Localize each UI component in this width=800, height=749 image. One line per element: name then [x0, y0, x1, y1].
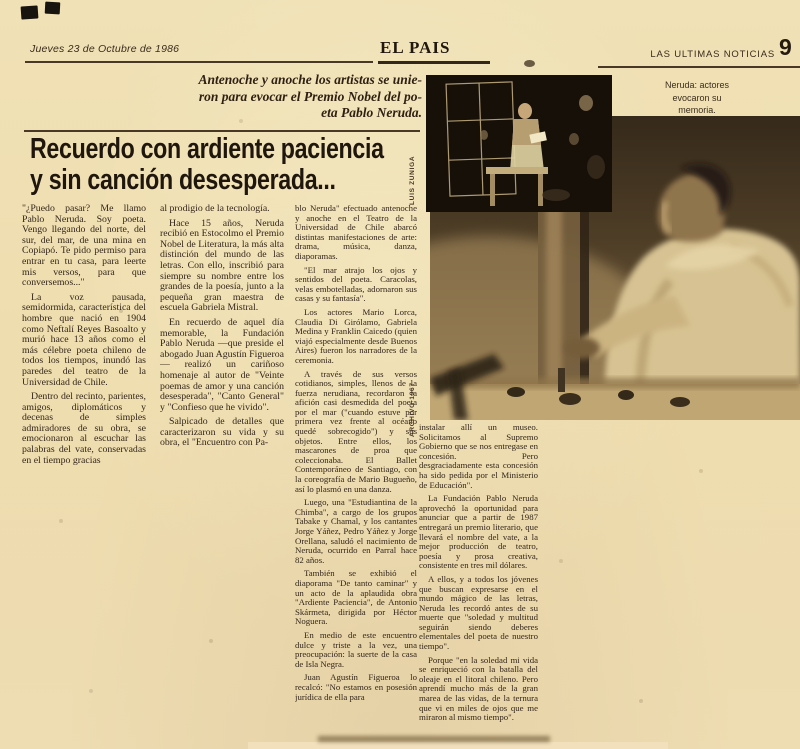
torn-paper-mark [21, 5, 39, 19]
headline-line: Recuerdo con ardiente paciencia [30, 133, 384, 165]
article-paragraph: Juan Agustín Figueroa lo recalcó: "No estamos en posesión jurídica de ella para [295, 672, 417, 702]
article-paragraph: La Fundación Pablo Neruda aprovechó la oportunidad para anunciar que a partir de 1987 entregará un premio literario, que llevará el nombre del vate, a la mejor producción de teatro, poesía y prosa creativa, consistente en tres mil dólares. [419, 493, 538, 571]
deck-line: Antenoche y anoche los artistas se unie- [198, 72, 422, 87]
article-paragraph: La voz pausada, semidormida, característica del hombre que nació en 1904 como Neftalí Reyes Basoalto y murió hace 13 años como el más célebre poeta chileno de todos los tiempos, inundó las paredes del teatro de la Universidad de Chile. [22, 291, 146, 388]
article-column-2 [160, 204, 284, 472]
article-deck [140, 72, 422, 122]
torn-paper-mark [45, 2, 61, 15]
clipping-bottom-edge [248, 742, 668, 749]
masthead-rule-left [25, 61, 373, 63]
masthead-rule-center [378, 61, 490, 64]
article-paragraph: A través de sus versos cotidianos, simples, llenos de la fuerza nerudiana, recordaron la afición casi desmedida del poeta por el mar ("cuando estuve por primera vez frente al océano quedé sobrecogido") y sus objetos. Entre ellos, los mascarones de proa que coleccionaba. El Ballet Contemporáneo de Santiago, con la coreografía de Mario Bugueño, así lo plasmó en una danza. [295, 368, 417, 494]
article-paragraph: En medio de este encuentro dulce y triste a la vez, una preocupación: la suerte de la casa de Isla Negra. [295, 629, 417, 669]
article-paragraph: "El mar atrajo los ojos y sentidos del poeta. Caracolas, velas embotelladas, adornaron sus casas y su fantasía". [295, 264, 417, 304]
article-paragraph: Salpicado de detalles que caracterizaron su vida y su obra, el "Encuentro con Pa- [160, 416, 284, 449]
masthead-page-number: 9 [779, 34, 792, 60]
article-paragraph: Los actores Mario Lorca, Claudia Di Girólamo, Gabriela Medina y Franklin Caicedo (quien viajó especialmente desde Buenos Aires) fueron los narradores de la ceremonia. [295, 306, 417, 365]
article-headline [30, 134, 472, 195]
photo-caption-line: Neruda: actores [664, 80, 730, 90]
article-paragraph: Hace 15 años, Neruda recibió en Estocolmo el Premio Nobel de Literatura, la más alta distinción del mundo de las letras. Con ello, inscribió para siempre su nombre entre los grandes de la poesía, junto a la pequeña gran maestra de escuela Gabriela Mistral. [160, 217, 284, 314]
clipping-shadow [318, 736, 550, 742]
photo-caption [620, 79, 774, 117]
headline-rule [24, 130, 420, 132]
article-column-3 [295, 204, 417, 738]
article-paragraph: blo Neruda" efectuado antenoche y anoche en el Teatro de la Universidad de Chile abarcó distintas manifestaciones de arte: drama, música, danza, diaporamas. [295, 204, 417, 261]
masthead-paper-title: EL PAIS [380, 38, 451, 57]
deck-line: ron para evocar el Premio Nobel del po- [198, 88, 422, 104]
masthead-date: Jueves 23 de Octubre de 1986 [30, 43, 180, 55]
scan-noise [0, 0, 2, 2]
article-paragraph: También se exhibió el diaporama "De tanto caminar" y un acto de la aplaudida obra "Ardiente Paciencia", de Antonio Skármeta, dirigida por Héctor Noguera. [295, 568, 417, 627]
article-paragraph: A ellos, y a todos los jóvenes que buscan expresarse en el mundo mágico de las letras, Neruda les recordó antes de su muerte que "soledad y multitud seguirán siendo deberes elementales del poeta de nuestro tiempo". [419, 573, 538, 652]
deck-line: eta Pablo Neruda. [321, 105, 422, 120]
photo-caption-line: evocaron su [672, 92, 722, 103]
ink-speck [524, 60, 535, 67]
article-paragraph: Porque "en la soledad mi vida se enriqueció con la batalla del oleaje en el litoral chileno. Pero aprendí mucho más de la gran marea de las vidas, de la ternura que vi en miles de ojos que me miraron al mismo tiempo". [419, 654, 538, 723]
article-paragraph: Luego, una "Estudiantina de la Chimba", a cargo de los grupos Tabake y Chamal, y los cantantes Jorge Yáñez, Pedro Yáñez y Jorge Orellana, saludó el nacimiento de Neruda, ocurrido en Parral hace 82 años. [295, 497, 417, 565]
masthead-rule-right [598, 66, 800, 68]
masthead-edition: LAS ULTIMAS NOTICIAS [650, 49, 775, 60]
archive-note: ARCHIVO 1967 [409, 382, 416, 437]
article-paragraph: "¿Puedo pasar? Me llamo Pablo Neruda. Soy poeta. Vengo llegando del norte, del sur, del mar, de una mina en Copiapó. Te pido permiso para entrar en tu casa, para leerte mis versos, para que conversemos..." [22, 204, 146, 289]
headline-line: y sin canción desesperada... [30, 163, 336, 196]
article-paragraph: Dentro del recinto, parientes, amigos, diplomáticos y decenas de simples admiradores de su obra, se emocionaron al escuchar las palabras del vate, conservadas en el tiempo gracias [22, 391, 146, 466]
article-column-4 [419, 423, 538, 739]
article-paragraph: instalar allí un museo. Solicitamos al Supremo Gobierno que se nos entregase en concesión. Pero desgraciadamente esta concesión ha sido pedida por el Ministerio de Educación". [419, 423, 538, 490]
stage-scene-photo [426, 75, 612, 212]
article-paragraph: En recuerdo de aquel día memorable, la Fundación Pablo Neruda —que preside el abogado Juan Agustín Figueroa— realizó un cariñoso homenaje al autor de "Veinte poemas de amor y una canción desesperada", "Canto General" y "Confieso que he vivido". [160, 316, 284, 413]
photo-caption-line: memoria. [678, 105, 716, 115]
stage-scene-illustration [426, 75, 612, 212]
photo-credit: LUIS ZUNIGA [409, 155, 416, 205]
article-paragraph: al prodigio de la tecnología. [160, 204, 270, 214]
article-column-1 [22, 204, 146, 472]
